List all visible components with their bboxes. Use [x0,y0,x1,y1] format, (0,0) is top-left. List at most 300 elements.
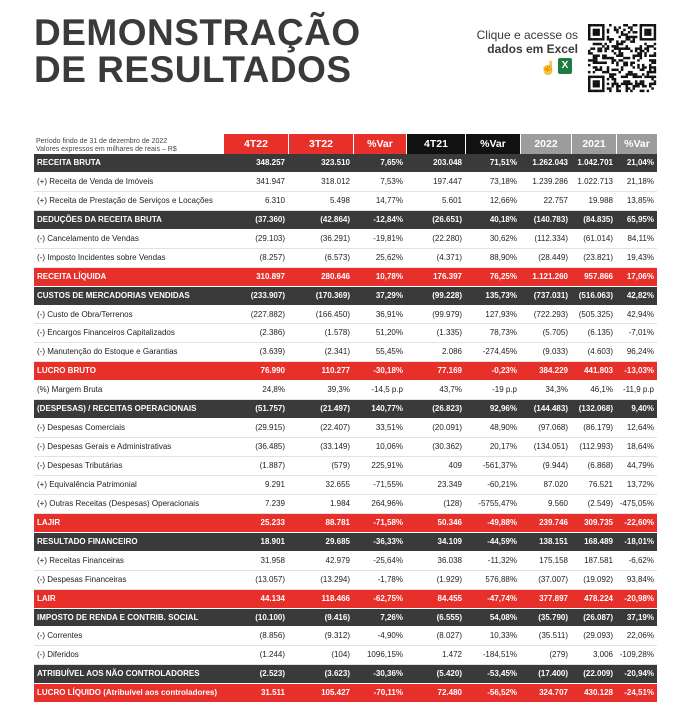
table-cell: -18,01% [624,536,654,546]
table-cell: 25,62% [375,252,403,262]
page-title [34,14,454,88]
table-cell: (1.578) [324,328,350,338]
table-cell: 135,73% [485,290,517,300]
table-cell: 13,72% [626,479,654,489]
pointer-hand-icon: ☝ [540,60,557,75]
column-header: 4T21 [407,134,465,154]
period-note [36,138,177,154]
row-label: RECEITA LÍQUIDA [37,271,107,281]
table-cell: 73,18% [489,176,517,186]
table-row [34,495,657,514]
table-cell: (35.511) [538,631,568,641]
qr-code-graphic [588,24,656,92]
table-cell: 14,77% [375,195,403,205]
table-cell: 310.897 [256,271,285,281]
table-cell: 1.472 [441,650,462,660]
table-cell: 1.042.701 [577,158,613,167]
table-cell: (33.149) [320,442,350,452]
table-cell: -56,52% [487,688,517,698]
table-cell: 203.048 [433,158,462,167]
table-cell: (505.325) [578,309,613,319]
table-cell: -30,18% [373,366,403,376]
table-cell: 36.038 [437,555,462,565]
row-label: LAIR [37,593,56,603]
table-cell: -70,11% [373,688,403,698]
table-cell: (8.257) [259,252,285,262]
table-cell: (4.603) [587,347,613,357]
table-cell: (8.027) [436,631,462,641]
excel-link-line2[interactable]: dados em Excel [487,42,578,56]
table-cell: 84.455 [437,593,462,603]
row-label: (-) Diferidos [37,650,79,660]
table-cell: (23.821) [583,252,613,262]
table-cell: (144.483) [533,404,568,414]
table-cell: 225,91% [371,461,403,470]
table-cell: 21,04% [626,158,654,167]
table-cell: (9.944) [542,461,568,470]
table-cell: 21,18% [626,176,654,186]
table-cell: 96,24% [626,347,654,357]
table-cell: 348.257 [256,158,285,167]
table-cell: -30,36% [373,669,403,679]
table-cell: 17,06% [626,271,654,281]
table-row [34,287,657,306]
table-cell: 110.277 [321,366,350,376]
table-cell: 1.984 [329,498,350,508]
table-row [34,552,657,571]
table-cell: 280.646 [321,271,350,281]
table-cell: 87.020 [543,479,568,489]
row-label: IMPOSTO DE RENDA E CONTRIB. SOCIAL [37,612,199,622]
table-cell: 105.427 [321,688,350,698]
table-cell: 20,17% [489,442,517,452]
table-cell: (5.705) [542,328,568,338]
excel-link[interactable] [458,28,578,56]
row-label: RECEITA BRUTA [37,158,101,167]
excel-link-icons[interactable] [540,58,576,80]
table-cell: (99.979) [432,309,462,319]
table-row [34,684,657,703]
table-cell: (112.993) [579,442,613,452]
table-cell: 7,53% [380,176,403,186]
table-cell: (29.915) [255,423,285,433]
table-cell: 42,94% [626,309,654,319]
table-cell: 55,45% [375,347,403,357]
row-label: (-) Despesas Financeiras [37,574,127,584]
table-cell: 441.803 [584,366,613,376]
table-cell: (6.573) [324,252,350,262]
table-cell: (722.293) [533,309,568,319]
table-row [34,192,657,211]
table-cell: 76,25% [489,271,517,281]
page-title-line1: DEMONSTRAÇÃO [34,12,361,53]
table-cell: 18,64% [626,442,654,452]
table-cell: 377.897 [539,593,568,603]
table-cell: (3.639) [259,347,285,357]
table-cell: (51.757) [255,404,285,414]
table-cell: 77.169 [437,366,462,376]
table-cell: -561,37% [482,461,517,470]
row-label: (-) Imposto Incidentes sobre Vendas [37,252,166,262]
table-cell: 37,19% [626,612,654,622]
table-cell: (5.420) [436,669,462,679]
table-cell: 12,64% [626,423,654,433]
table-cell: 22.757 [543,195,568,205]
table-cell: (1.244) [259,650,285,660]
table-row [34,400,657,419]
table-cell: (29.103) [255,233,285,243]
table-cell: (19.092) [583,574,613,584]
table-cell: 5.601 [441,195,462,205]
table-cell: 10,78% [375,271,403,281]
row-label: CUSTOS DE MERCADORIAS VENDIDAS [37,290,190,300]
table-cell: 36,91% [375,309,403,319]
table-cell: (28.449) [538,252,568,262]
table-cell: 76.521 [588,479,613,489]
table-cell: 76.990 [260,366,285,376]
table-cell: 239.746 [539,517,568,527]
table-cell: -71,58% [373,517,403,527]
table-cell: -36,33% [373,536,403,546]
row-label: (-) Despesas Comerciais [37,423,126,433]
table-row [34,665,657,684]
table-cell: 1.262.043 [532,158,568,167]
table-cell: 957.866 [584,271,613,281]
table-cell: (227.882) [250,309,285,319]
table-row [34,438,657,457]
table-cell: 18.901 [260,536,285,546]
table-cell: -25,64% [373,555,403,565]
table-cell: (26.651) [432,214,462,224]
table-cell: 33,51% [375,423,403,433]
table-cell: 92,96% [489,404,517,414]
table-cell: 9,40% [631,404,654,414]
table-cell: 2.086 [441,347,462,357]
table-row [34,514,657,533]
table-cell: (128) [443,498,462,508]
table-cell: (6.555) [436,612,462,622]
table-cell: 140,77% [371,404,403,414]
row-label: LAJIR [37,517,61,527]
table-cell: 25.233 [260,517,285,527]
table-cell: 30,62% [489,233,517,243]
table-cell: (37.007) [538,574,568,584]
table-cell: 478.224 [584,593,613,603]
table-cell: 430.128 [584,688,613,698]
table-cell: -5755,47% [478,498,517,508]
table-cell: (112.334) [534,233,568,243]
table-cell: (9.033) [542,347,568,357]
table-cell: (30.362) [432,442,462,452]
table-cell: (166.450) [315,309,350,319]
table-cell: 44.134 [260,593,285,603]
table-cell: 13,85% [626,195,654,205]
table-cell: 175.158 [539,555,568,565]
column-header: %Var [466,134,520,154]
table-cell: (140.783) [533,214,568,224]
table-cell: 78,73% [489,328,517,338]
table-row [34,646,657,665]
table-cell: (1.929) [436,574,462,584]
column-header: %Var [354,134,406,154]
column-header: %Var [617,134,657,154]
table-cell: 341.947 [256,176,285,186]
table-cell: 118.466 [321,593,350,603]
table-header [34,134,657,154]
table-cell: 31.511 [260,688,285,698]
table-row [34,362,657,381]
table-cell: (20.091) [432,423,462,433]
table-cell: -22,60% [624,517,654,527]
table-cell: 29.685 [325,536,350,546]
row-label: LUCRO LÍQUIDO (Atribuível aos controladores) [37,688,218,698]
table-row [34,306,657,325]
row-label: (-) Encargos Financeiros Capitalizados [37,328,175,338]
table-cell: (84.835) [583,214,613,224]
table-cell: -109,28% [619,650,654,660]
table-row [34,419,657,438]
table-cell: (9.416) [324,612,350,622]
table-cell: 65,95% [626,214,654,224]
table-cell: 51,20% [375,328,403,338]
table-cell: 197.447 [433,176,462,186]
column-header: 4T22 [224,134,288,154]
table-cell: (2.549) [587,498,613,508]
row-label: (-) Custo de Obra/Terrenos [37,309,133,319]
table-cell: -71,55% [373,479,403,489]
table-cell: (170.369) [315,290,350,300]
row-label: (+) Receitas Financeiras [37,555,124,565]
table-row [34,457,657,476]
table-cell: 318.012 [321,176,350,186]
row-label: (%) Margem Bruta [37,385,103,395]
table-cell: 187.581 [584,555,613,565]
table-cell: (279) [549,650,568,660]
table-cell: 23.349 [437,479,462,489]
table-cell: 127,93% [485,309,517,319]
table-cell: 43,7% [439,385,462,395]
table-cell: 1.239.286 [532,176,568,186]
table-cell: 54,08% [489,612,517,622]
table-cell: (134.051) [533,442,568,452]
table-row [34,211,657,230]
table-cell: -49,88% [487,517,517,527]
row-label: (+) Receita de Prestação de Serviços e Locações [37,195,213,205]
table-cell: 93,84% [626,574,654,584]
table-row [34,533,657,552]
table-cell: (26.087) [583,612,613,622]
table-cell: 176.397 [433,271,462,281]
table-cell: 6.310 [264,195,285,205]
table-cell: (9.312) [324,631,350,641]
table-row [34,154,657,173]
table-cell: (36.485) [255,442,285,452]
table-cell: (35.790) [538,612,568,622]
table-cell: 7,65% [380,158,403,167]
table-cell: (29.093) [583,631,613,641]
table-cell: 31.958 [260,555,285,565]
table-cell: -62,75% [373,593,403,603]
table-cell: 5.498 [329,195,350,205]
excel-icon[interactable]: X [558,58,572,74]
table-cell: (2.523) [259,669,285,679]
table-cell: (17.400) [538,669,568,679]
table-cell: 9.291 [264,479,285,489]
excel-link-line1[interactable]: Clique e acesse os [476,28,578,42]
page-title-line2: DE RESULTADOS [34,49,352,90]
table-cell: 46,1% [590,385,613,395]
table-cell: (13.057) [255,574,285,584]
income-statement-table [34,134,657,703]
table-cell: (233.907) [250,290,285,300]
table-cell: 39,3% [327,385,350,395]
table-cell: (61.014) [583,233,613,243]
row-label: DEDUÇÕES DA RECEITA BRUTA [37,214,162,224]
row-label: (-) Despesas Tributárias [37,461,123,470]
table-cell: (4.371) [436,252,462,262]
table-cell: (13.294) [320,574,350,584]
row-label: (-) Despesas Gerais e Administrativas [37,442,172,452]
table-cell: (26.823) [432,404,462,414]
table-cell: 22,06% [626,631,654,641]
table-row [34,381,657,400]
table-cell: 10,33% [489,631,517,641]
table-cell: -7,01% [628,328,654,338]
table-cell: (516.063) [578,290,613,300]
table-cell: 19.988 [588,195,613,205]
table-row [34,343,657,362]
table-cell: 3.006 [592,650,613,660]
table-cell: (3.623) [324,669,350,679]
table-cell: (37.360) [255,214,285,224]
table-cell: 264,96% [371,498,403,508]
table-cell: (2.341) [324,347,350,357]
table-cell: -20,98% [624,593,654,603]
table-cell: (42.864) [320,214,350,224]
table-cell: 1096,15% [366,650,403,660]
table-cell: (1.887) [259,461,285,470]
table-row [34,268,657,287]
row-label: (-) Correntes [37,631,83,641]
table-cell: (21.497) [320,404,350,414]
table-cell: 324.707 [539,688,568,698]
table-cell: 72.480 [437,688,462,698]
table-cell: 1.022.713 [577,176,613,186]
row-label: (-) Manutenção do Estoque e Garantias [37,347,178,357]
table-cell: -19 p.p [492,385,517,395]
table-cell: (737.031) [533,290,568,300]
table-cell: -13,03% [624,366,654,376]
table-cell: (22.280) [432,233,462,243]
row-label: (+) Equivalência Patrimonial [37,479,137,489]
table-cell: (1.335) [436,328,462,338]
row-label: (+) Receita de Venda de Imóveis [37,176,154,186]
table-cell: 576,88% [485,574,517,584]
table-cell: (22.009) [583,669,613,679]
table-cell: -53,45% [487,669,517,679]
table-cell: -274,45% [482,347,517,357]
period-note-line2: Valores expressos em milhares de reais – R$ [36,146,177,153]
table-cell: 88.781 [325,517,350,527]
table-cell: -184,51% [482,650,517,660]
table-cell: (86.179) [583,423,613,433]
table-cell: -44,59% [487,536,517,546]
table-row [34,173,657,192]
table-cell: 50.346 [437,517,462,527]
table-row [34,324,657,343]
table-cell: 7.239 [264,498,285,508]
table-cell: 138.151 [539,536,568,546]
table-cell: -24,51% [624,688,654,698]
table-cell: 88,90% [489,252,517,262]
table-cell: (2.386) [259,328,285,338]
table-cell: -12,84% [373,214,403,224]
table-cell: -60,21% [487,479,517,489]
table-cell: -20,94% [624,669,654,679]
table-cell: 48,90% [489,423,517,433]
table-body [34,154,657,703]
row-label: (+) Outras Receitas (Despesas) Operacionais [37,498,200,508]
table-cell: 7,26% [380,612,403,622]
table-cell: -19,81% [373,233,403,243]
table-cell: 323.510 [321,158,350,167]
table-cell: (8.856) [259,631,285,641]
table-cell: -14,5 p.p [371,385,403,395]
table-cell: 34,3% [545,385,568,395]
column-header: 3T22 [289,134,353,154]
table-row [34,476,657,495]
table-cell: 19,43% [626,252,654,262]
table-row [34,609,657,628]
table-cell: 84,11% [627,233,654,243]
table-cell: 12,66% [489,195,517,205]
table-cell: (97.068) [538,423,568,433]
table-cell: (36.291) [320,233,350,243]
table-cell: 37,29% [375,290,403,300]
column-header: 2021 [572,134,616,154]
row-label: LUCRO BRUTO [37,366,96,376]
table-row [34,249,657,268]
table-cell: (6.135) [587,328,613,338]
table-cell: 42.979 [325,555,350,565]
qr-code-icon[interactable] [588,24,656,92]
row-label: ATRIBUÍVEL AOS NÃO CONTROLADORES [37,669,200,679]
table-cell: (6.868) [587,461,613,470]
table-cell: 9.560 [547,498,568,508]
table-cell: 40,18% [489,214,517,224]
table-cell: 10,06% [375,442,403,452]
table-cell: 71,51% [489,158,517,167]
table-cell: 168.489 [584,536,613,546]
table-cell: -11,32% [487,555,517,565]
table-cell: 384.229 [539,366,568,376]
row-label: (-) Cancelamento de Vendas [37,233,139,243]
table-cell: 44,79% [626,461,654,470]
table-cell: 24,8% [262,385,285,395]
row-label: RESULTADO FINANCEIRO [37,536,138,546]
table-row [34,230,657,249]
table-cell: -11,9 p.p [623,385,654,395]
table-cell: (579) [331,461,350,470]
table-cell: (132.068) [578,404,613,414]
table-cell: -0,23% [491,366,517,376]
table-cell: 42,82% [626,290,654,300]
table-cell: -6,62% [628,555,654,565]
table-cell: 309.735 [584,517,613,527]
table-cell: -4,90% [377,631,403,641]
table-cell: -47,74% [487,593,517,603]
table-cell: (104) [331,650,350,660]
